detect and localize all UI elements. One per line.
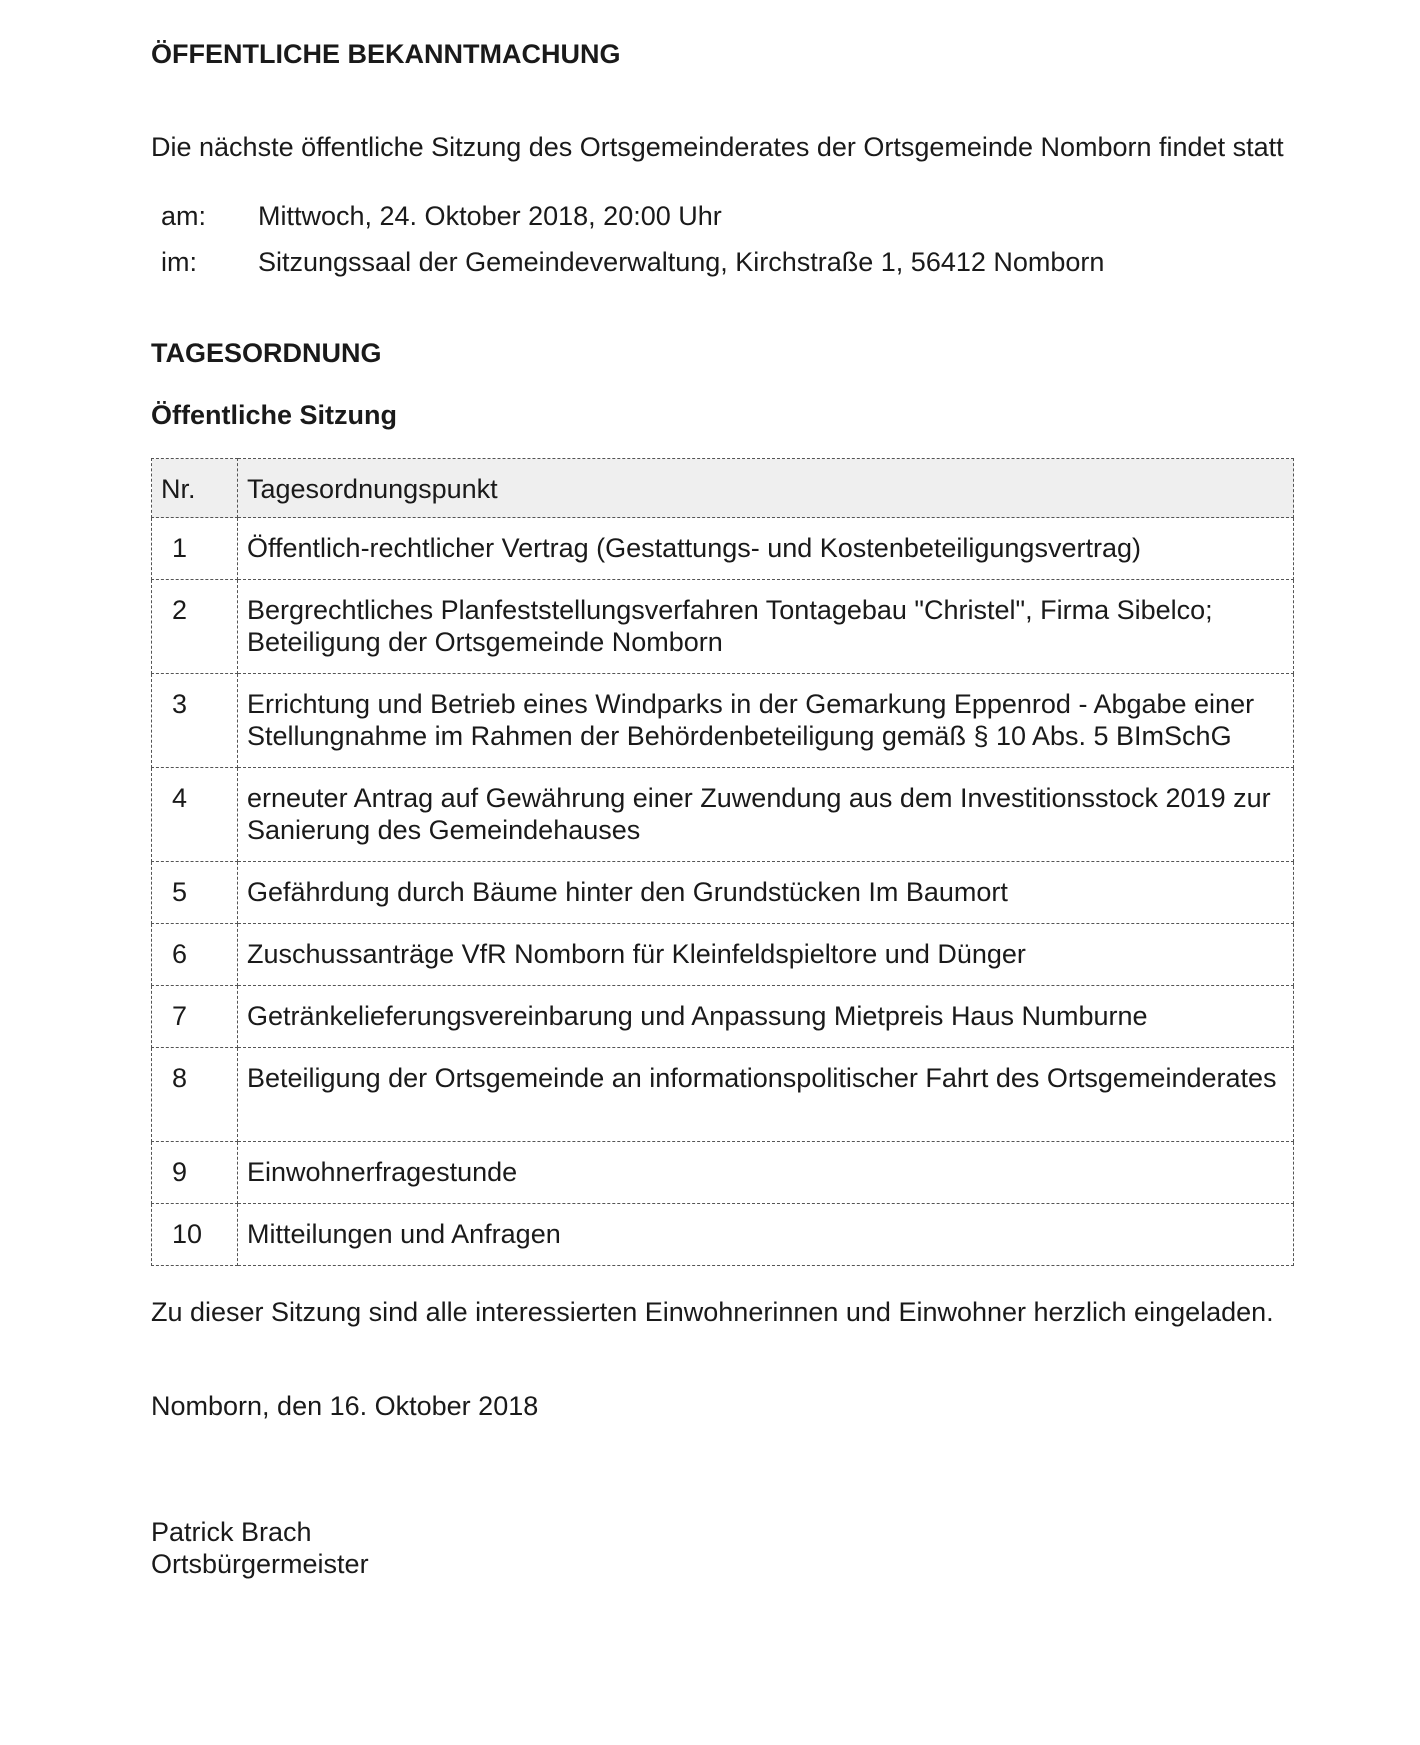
table-row	[152, 580, 1294, 674]
table-row	[152, 1048, 1294, 1142]
item-number: 9	[152, 1142, 238, 1204]
item-number: 3	[152, 674, 238, 768]
place-value: Sitzungssaal der Gemeindeverwaltung, Kirchstraße 1, 56412 Nomborn	[258, 247, 1105, 277]
item-number: 7	[152, 986, 238, 1048]
item-text: Einwohnerfragestunde	[238, 1142, 1294, 1204]
item-number: 1	[152, 518, 238, 580]
table-row	[152, 862, 1294, 924]
header-item: Tagesordnungspunkt	[238, 459, 1294, 518]
item-number: 8	[152, 1048, 238, 1142]
meeting-details	[161, 193, 1293, 285]
item-number: 2	[152, 580, 238, 674]
agenda-heading: TAGESORDNUNG	[151, 338, 382, 368]
item-text: Bergrechtliches Planfeststellungsverfahren Tontagebau "Christel", Firma Sibelco; Beteiligung der Ortsgemeinde Nomborn	[238, 580, 1294, 674]
closing-paragraph: Zu dieser Sitzung sind alle interessierten Einwohnerinnen und Einwohner herzlich eingeladen.	[151, 1297, 1274, 1327]
item-text: Öffentlich-rechtlicher Vertrag (Gestattungs- und Kostenbeteiligungsvertrag)	[238, 518, 1294, 580]
item-text: Beteiligung der Ortsgemeinde an informationspolitischer Fahrt des Ortsgemeinderates	[238, 1048, 1294, 1142]
table-header-row	[152, 459, 1294, 518]
item-text: Mitteilungen und Anfragen	[238, 1204, 1294, 1266]
table-row	[152, 924, 1294, 986]
item-text: Gefährdung durch Bäume hinter den Grundstücken Im Baumort	[238, 862, 1294, 924]
table-row	[152, 1204, 1294, 1266]
meeting-place-row	[161, 239, 1293, 285]
item-number: 6	[152, 924, 238, 986]
table-row	[152, 768, 1294, 862]
item-number: 4	[152, 768, 238, 862]
item-number: 5	[152, 862, 238, 924]
table-row	[152, 518, 1294, 580]
table-row	[152, 674, 1294, 768]
table-row	[152, 986, 1294, 1048]
item-number: 10	[152, 1204, 238, 1266]
date-label: am:	[161, 201, 207, 231]
header-nr: Nr.	[152, 459, 238, 518]
signature-block	[151, 1516, 1293, 1580]
meeting-date-row	[161, 193, 1293, 239]
signatory-role: Ortsbürgermeister	[151, 1549, 369, 1579]
document-title: ÖFFENTLICHE BEKANNTMACHUNG	[151, 39, 621, 69]
date-value: Mittwoch, 24. Oktober 2018, 20:00 Uhr	[258, 201, 722, 231]
section-heading: Öffentliche Sitzung	[151, 400, 397, 430]
item-text: erneuter Antrag auf Gewährung einer Zuwendung aus dem Investitionsstock 2019 zur Sanierung des Gemeindehauses	[238, 768, 1294, 862]
item-text: Errichtung und Betrieb eines Windparks in der Gemarkung Eppenrod - Abgabe einer Stellungnahme im Rahmen der Behördenbeteiligung gemäß § 10 Abs. 5 BImSchG	[238, 674, 1294, 768]
document-page	[151, 38, 1293, 1580]
item-text: Getränkelieferungsvereinbarung und Anpassung Mietpreis Haus Numburne	[238, 986, 1294, 1048]
place-date: Nomborn, den 16. Oktober 2018	[151, 1391, 539, 1421]
table-row	[152, 1142, 1294, 1204]
item-text: Zuschussanträge VfR Nomborn für Kleinfeldspieltore und Dünger	[238, 924, 1294, 986]
agenda-table	[151, 458, 1294, 1266]
signatory-name: Patrick Brach	[151, 1517, 312, 1547]
intro-paragraph: Die nächste öffentliche Sitzung des Ortsgemeinderates der Ortsgemeinde Nomborn findet statt	[151, 132, 1284, 162]
place-label: im:	[161, 247, 197, 277]
